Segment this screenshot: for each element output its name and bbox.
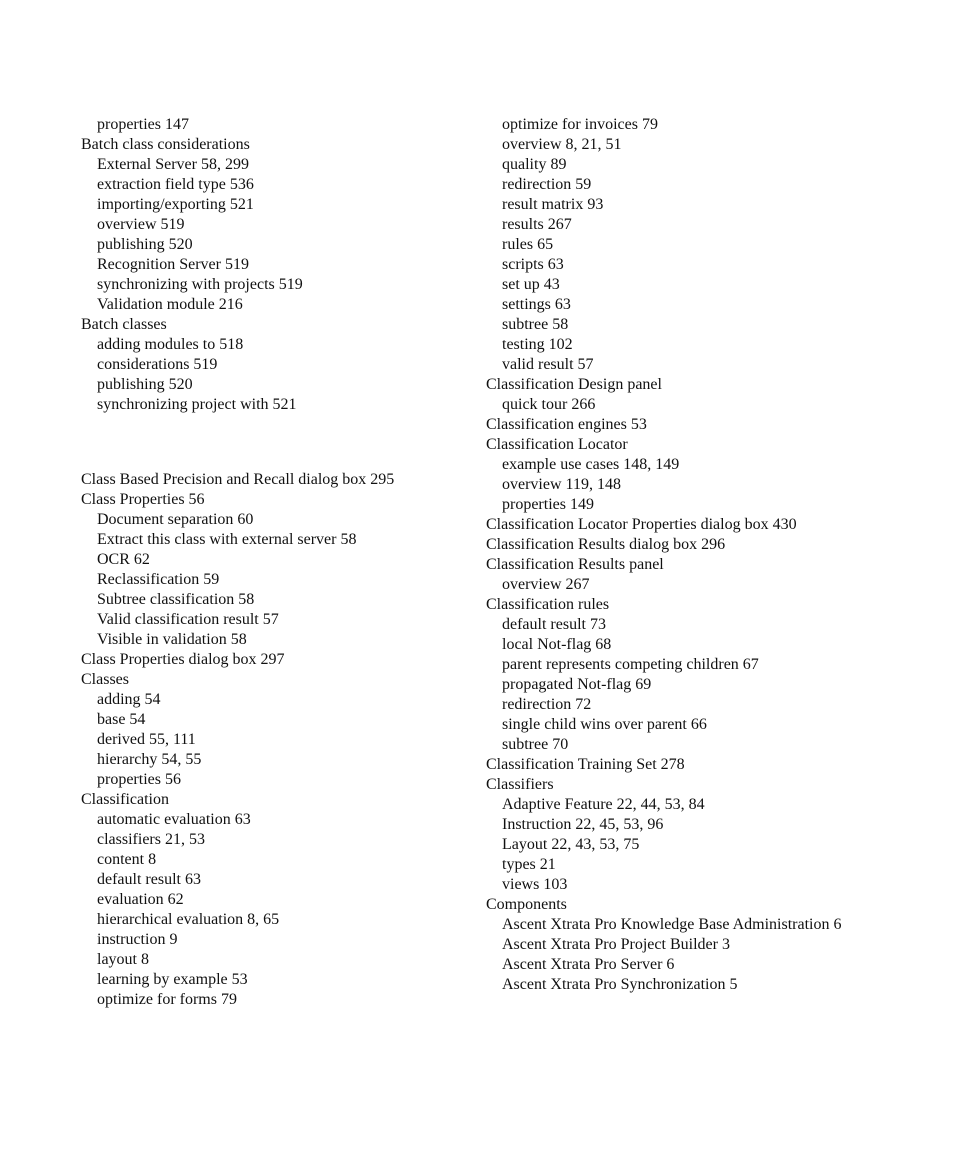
index-subentry: quality 89 (502, 156, 567, 173)
index-subentry: instruction 9 (97, 931, 178, 948)
index-subentry: Visible in validation 58 (97, 631, 247, 648)
index-heading: Classification Design panel (486, 376, 662, 393)
index-heading: Classification (81, 791, 169, 808)
index-subentry: properties 149 (502, 496, 594, 513)
index-subentry: publishing 520 (97, 376, 193, 393)
index-heading: Class Properties 56 (81, 491, 205, 508)
index-subentry: derived 55, 111 (97, 731, 196, 748)
index-subentry: propagated Not-flag 69 (502, 676, 652, 693)
index-subentry: testing 102 (502, 336, 573, 353)
index-subentry: Validation module 216 (97, 296, 243, 313)
index-subentry: automatic evaluation 63 (97, 811, 251, 828)
index-subentry: importing/exporting 521 (97, 196, 254, 213)
index-heading: Classes (81, 671, 129, 688)
section-gap (81, 415, 481, 470)
index-subentry: set up 43 (502, 276, 560, 293)
index-subentry: optimize for forms 79 (97, 991, 237, 1008)
index-subentry: hierarchical evaluation 8, 65 (97, 911, 280, 928)
index-subentry: default result 73 (502, 616, 606, 633)
index-subentry: Layout 22, 43, 53, 75 (502, 836, 640, 853)
index-subentry: Ascent Xtrata Pro Knowledge Base Administration 6 (502, 916, 842, 933)
index-subentry: publishing 520 (97, 236, 193, 253)
index-subentry: scripts 63 (502, 256, 564, 273)
index-heading: Classification Locator Properties dialog box 430 (486, 516, 797, 533)
index-subentry: properties 56 (97, 771, 181, 788)
index-subentry: Ascent Xtrata Pro Server 6 (502, 956, 675, 973)
index-subentry: overview 519 (97, 216, 185, 233)
index-subentry: optimize for invoices 79 (502, 116, 658, 133)
index-subentry: default result 63 (97, 871, 201, 888)
index-heading: Classification rules (486, 596, 610, 613)
index-subentry: External Server 58, 299 (97, 156, 249, 173)
index-subentry: properties 147 (97, 116, 189, 133)
index-subentry: overview 267 (502, 576, 590, 593)
index-subentry: overview 8, 21, 51 (502, 136, 622, 153)
index-subentry: subtree 58 (502, 316, 569, 333)
index-subentry: Subtree classification 58 (97, 591, 255, 608)
index-subentry: views 103 (502, 876, 568, 893)
index-heading: Class Properties dialog box 297 (81, 651, 285, 668)
index-heading: Batch class considerations (81, 136, 250, 153)
index-subentry: results 267 (502, 216, 572, 233)
index-heading: Class Based Precision and Recall dialog box 295 (81, 471, 395, 488)
index-subentry: example use cases 148, 149 (502, 456, 680, 473)
index-subentry: considerations 519 (97, 356, 218, 373)
index-subentry: content 8 (97, 851, 157, 868)
index-subentry: learning by example 53 (97, 971, 248, 988)
index-heading: Classification engines 53 (486, 416, 647, 433)
index-heading: Classification Training Set 278 (486, 756, 685, 773)
index-subentry: adding modules to 518 (97, 336, 244, 353)
index-subentry: valid result 57 (502, 356, 594, 373)
index-subentry: Reclassification 59 (97, 571, 220, 588)
index-subentry: synchronizing with projects 519 (97, 276, 303, 293)
index-subentry: base 54 (97, 711, 146, 728)
index-subentry: Instruction 22, 45, 53, 96 (502, 816, 664, 833)
index-subentry: parent represents competing children 67 (502, 656, 759, 673)
index-subentry: quick tour 266 (502, 396, 596, 413)
index-subentry: Ascent Xtrata Pro Synchronization 5 (502, 976, 738, 993)
index-subentry: Ascent Xtrata Pro Project Builder 3 (502, 936, 730, 953)
index-subentry: OCR 62 (97, 551, 150, 568)
index-heading: Classification Results dialog box 296 (486, 536, 726, 553)
index-subentry: layout 8 (97, 951, 149, 968)
index-subentry: evaluation 62 (97, 891, 184, 908)
index-heading: Classifiers (486, 776, 554, 793)
index-subentry: settings 63 (502, 296, 571, 313)
index-heading: Classification Results panel (486, 556, 664, 573)
index-subentry: rules 65 (502, 236, 554, 253)
index-subentry: classifiers 21, 53 (97, 831, 205, 848)
index-subentry: Document separation 60 (97, 511, 254, 528)
index-subentry: subtree 70 (502, 736, 569, 753)
index-subentry: extraction field type 536 (97, 176, 254, 193)
index-subentry: local Not-flag 68 (502, 636, 612, 653)
index-heading: Classification Locator (486, 436, 628, 453)
index-subentry: Recognition Server 519 (97, 256, 249, 273)
index-subentry: Extract this class with external server 58 (97, 531, 357, 548)
index-subentry: adding 54 (97, 691, 161, 708)
index-subentry: redirection 72 (502, 696, 592, 713)
index-subentry: single child wins over parent 66 (502, 716, 707, 733)
index-subentry: overview 119, 148 (502, 476, 621, 493)
index-subentry: hierarchy 54, 55 (97, 751, 202, 768)
index-subentry: result matrix 93 (502, 196, 604, 213)
index-column-right (486, 115, 886, 995)
index-subentry: Valid classification result 57 (97, 611, 279, 628)
index-subentry: synchronizing project with 521 (97, 396, 297, 413)
index-subentry: Adaptive Feature 22, 44, 53, 84 (502, 796, 705, 813)
index-subentry: redirection 59 (502, 176, 592, 193)
index-column-left (81, 115, 481, 1010)
index-subentry: types 21 (502, 856, 556, 873)
index-heading: Components (486, 896, 567, 913)
index-heading: Batch classes (81, 316, 167, 333)
